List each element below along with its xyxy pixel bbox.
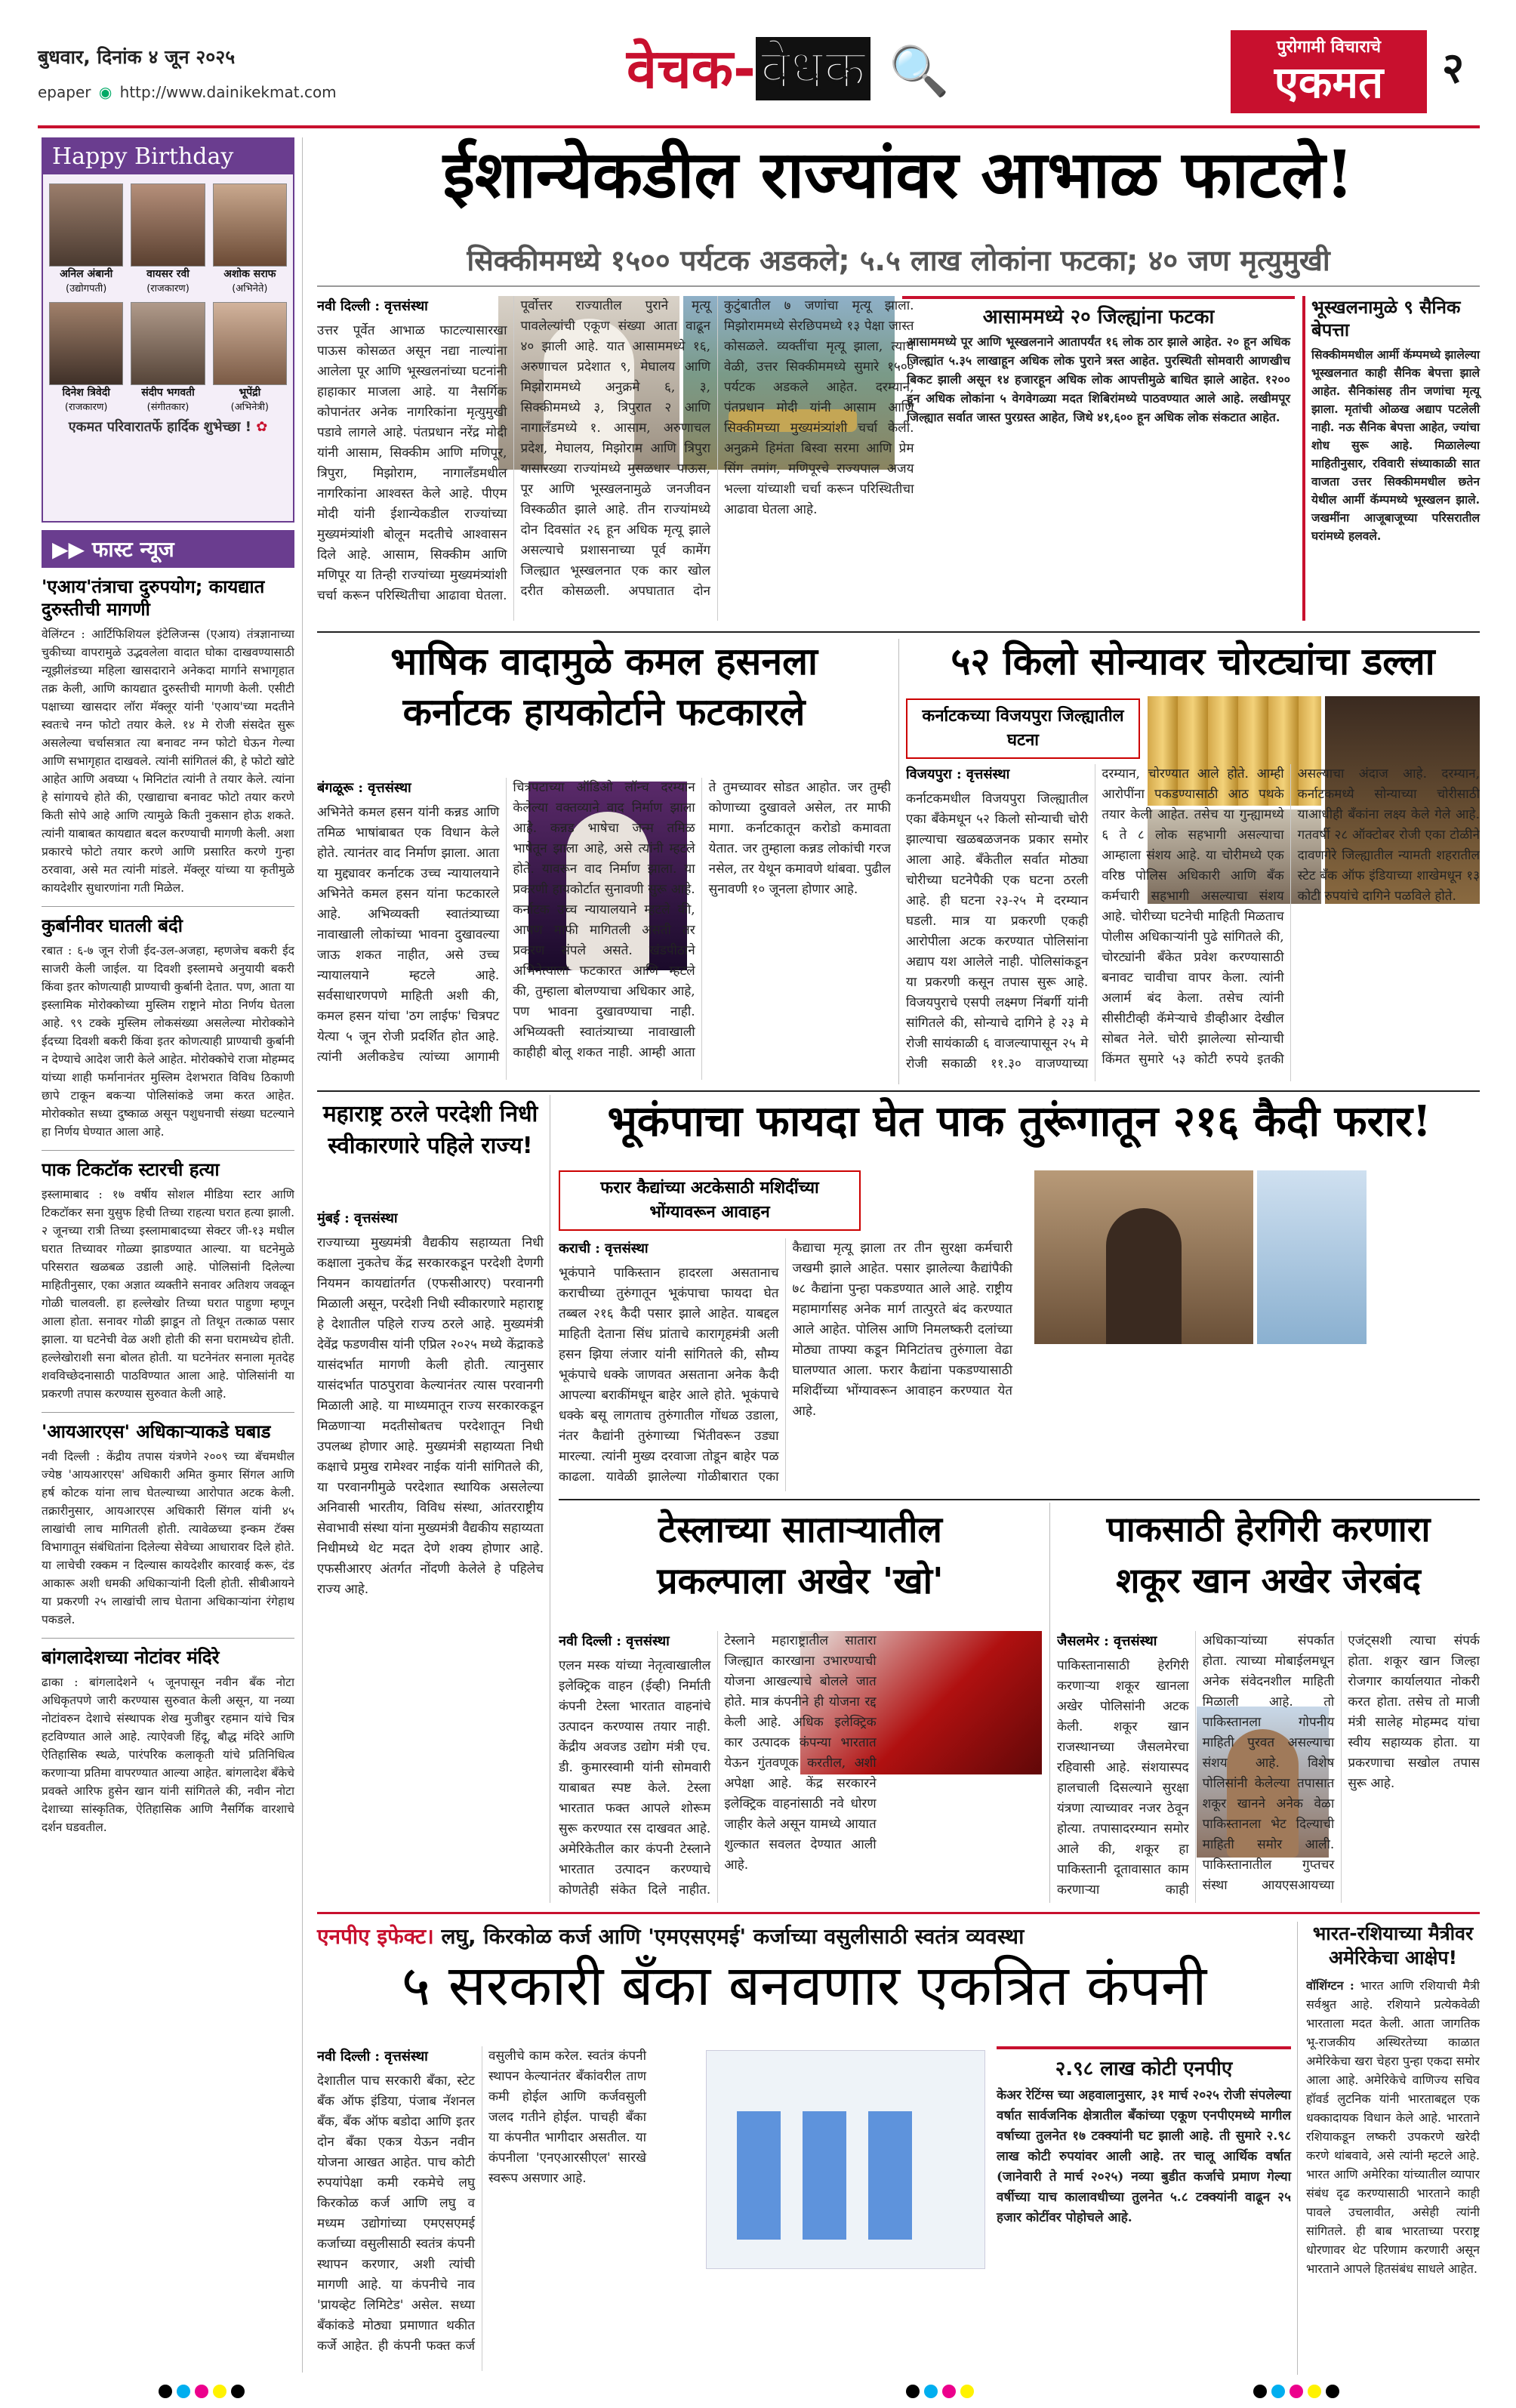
fast-news-headline: 'आयआरएस' अधिकाऱ्याकडे घबाड — [42, 1421, 271, 1442]
person-role: (उद्योगपती) — [66, 283, 107, 294]
registration-marks-right — [1253, 2385, 1344, 2401]
fast-news-body: ढाका : बांगलादेशने ५ जूनपासून नवीन बँक नोटा अधिकृतपणे जारी करण्यास सुरुवात केली असून, या नव्या नोटांवरुन देशाचे संस्थापक शेख मुजीबुर रहमान यांचे चित्र हटविण्यात आले आहे. त्याऐवजी हिंदू, बौद्ध मंदिरे आणि ऐतिहासिक स्थळे, पारंपरिक कलाकृती यांचे प्रतिनिधित्व करणाऱ्या प्रतिमा वापरण्यात आल्या आहेत. बांगलादेश बँकेचे प्रवक्ते आरिफ हुसेन खान यांनी सांगितले की, नवीन नोटा देशाच्या सांस्कृतिक, ऐतिहासिक आणि नैसर्गिक वारशाचे दर्शन घडवतील. — [42, 1676, 294, 1834]
kamal-text: अभिनेते कमल हसन यांनी कन्नड आणि तमिळ भाषांबाबत एक विधान केले होते. त्यानंतर वाद निर्माण झाला. आता या मुद्द्यावर कर्नाटक उच्च न्यायालयाने अभिनेते कमल हसन यांना फटकारले आहे. अभिव्यक्ती स्वातंत्र्याच्या नावाखाली लोकांच्या भावना दुखावल्या जाऊ शकत नाहीत, असे उच्च न्यायालयाने म्हटले आहे. सर्वसाधारणपणे माहिती अशी की, कमल हसन यांचा 'ठग लाईफ' चित्रपट येत्या ५ जून रोजी प्रदर्शित होत आहे. त्यांनी अलीकडेच त्यांच्या आगामी चित्रपटाच्या ऑडिओ लॉन्च दरम्यान केलेल्या वक्तव्याने वाद निर्माण झाला आहे. कन्नड भाषेचा जन्म तमिळ भाषेतून झाला आहे, असे त्यांनी म्हटले होते. यावरून वाद निर्माण झाला. या प्रकरणी हायकोर्टात सुनावणी सुरू आहे. कर्नाटक उच्च न्यायालयाने म्हटले की, आपण माफी मागितली असती तर प्रकरण संपले असते. खंडपीठाने अभिनेत्याला फटकारत आणि म्हटले की, तुम्हाला बोलण्याचा अधिकार आहे, पण भावना दुखावण्याचा नाही. अभिव्यक्ती स्वातंत्र्याच्या नावाखाली काहीही बोलू शकत नाही. आम्ही आता ते तुमच्यावर सोडत आहोत. जर तुम्ही कोणाच्या दुखावले असेल, तर माफी मागा. कर्नाटकातून करोडो कमावता येतात. जर तुम्हाला कन्नड लोकांची गरज नसेल, तर येथून कमावणे थांबवा. पुढील सुनावणी १० जूनला होणार आहे. — [317, 780, 891, 1065]
birthday-person — [213, 183, 287, 294]
fast-news-headline: पाक टिकटॉक स्टारची हत्या — [42, 1159, 220, 1180]
lead-headline: ईशान्येकडील राज्यांवर आभाळ फाटले! — [442, 137, 1354, 213]
prison-box-title: फरार कैद्यांच्या अटकेसाठी मशिदींच्या भोंग्यावरून आवाहन — [559, 1170, 861, 1231]
assam-box-title: आसाममध्ये २० जिल्ह्यांना फटका — [982, 306, 1215, 328]
reg-dot — [1326, 2385, 1339, 2398]
reg-dot — [924, 2385, 938, 2398]
registration-marks-left — [159, 2385, 249, 2401]
avatar — [213, 302, 287, 385]
gold-body — [906, 764, 1480, 1081]
divider — [42, 906, 294, 907]
fast-news-headline: बांगलादेशच्या नोटांवर मंदिरे — [42, 1647, 220, 1668]
epaper-label: epaper — [38, 83, 91, 101]
reg-dot — [1290, 2385, 1303, 2398]
reg-dot — [231, 2385, 245, 2398]
gold-box-title: कर्नाटकच्या विजयपुरा जिल्ह्यातील घटना — [906, 698, 1140, 759]
maharashtra-body — [317, 1208, 544, 1903]
reg-dot — [195, 2385, 208, 2398]
birthday-person — [49, 302, 123, 413]
npa-text: देशातील पाच सरकारी बँका, स्टेट बँक ऑफ इंडिया, पंजाब नॅशनल बँक, बँक ऑफ बडोदा आणि इतर दोन बँका एकत्र येऊन नवीन योजना आखत आहेत. पाच कोटी रुपयांपेक्षा कमी रकमेचे लघु किरकोळ कर्ज आणि लघु व मध्यम उद्योगांच्या एमएसएमई कर्जाच्या वसुलीसाठी स्वतंत्र कंपनी स्थापन करणार, अशी त्यांची मागणी आहे. या कंपनीचे नाव 'प्रायव्हेट लिमिटेड' असेल. सध्या बँकांकडे मोठ्या प्रमाणात थकीत कर्जे आहेत. ही कंपनी फक्त कर्ज वसुलीचे काम करेल. स्वतंत्र कंपनी स्थापन केल्यानंतर बँकांवरील ताण कमी होईल आणि कर्जवसुली जलद गतीने होईल. पाचही बँका या कंपनीत भागीदार असतील. या कंपनीला 'एनएआरसीएल' सारखे स्वरूप असणार आहे. — [317, 2049, 646, 2354]
tesla-headline-1: टेस्लाच्या साताऱ्यातील — [658, 1509, 942, 1551]
reg-dot — [960, 2385, 974, 2398]
person-name: अशोक सराफ — [223, 268, 276, 280]
fast-news-body: रबात : ६-७ जून रोजी ईद-उल-अजहा, म्हणजेच बकरी ईद साजरी केली जाईल. या दिवशी इस्लामचे अनुयायी बकरी किंवा इतर कोणत्याही प्राण्याची कुर्बानी देतात. पण, आता या इस्लामिक मोरोक्कोच्या मुस्लिम राष्ट्राने मोठा निर्णय घेतला आहे. ९९ टक्के मुस्लिम लोकसंख्या असलेल्या मोरोक्कोने ईदच्या दिवशी बकरी किंवा इतर कोणत्याही प्राण्याची कुर्बानी न देण्याचे आदेश जारी केले आहेत. मोरोक्कोचे राजा मोहम्मद यांच्या शाही फर्मानानंतर मुस्लिम देशभरात विविध ठिकाणी छापे टाकून बकऱ्या पोलिसांकडे जमा करत आहेत. मोरोक्कोत सध्या दुष्काळ असून पशुधनाची संख्या घटल्याने हा निर्णय घेण्यात आला आहे. — [42, 944, 294, 1139]
npa-subhead: लघु, किरकोळ कर्ज आणि 'एमएसएमई' कर्जाच्या वसुलीसाठी स्वतंत्र व्यवस्था — [441, 1924, 1025, 1949]
birthday-person — [213, 302, 287, 413]
reg-dot — [906, 2385, 920, 2398]
flower-icon: ✿ — [256, 419, 268, 435]
avatar — [131, 302, 205, 385]
divider — [42, 1638, 294, 1639]
reg-dot — [159, 2385, 172, 2398]
prison-headline: भूकंपाचा फायदा घेत पाक तुरूंगातून २१६ कैदी फरार! — [607, 1096, 1431, 1146]
birthday-person — [49, 183, 123, 294]
landslide-box — [1302, 296, 1480, 621]
birthday-footer — [43, 416, 293, 436]
section-title-right: वेधक — [756, 37, 870, 100]
page-number: २ — [1442, 44, 1465, 93]
npa-headline: ५ सरकारी बँका बनवणार एकत्रित कंपनी — [401, 1953, 1207, 2018]
section-title-left: वेचक- — [627, 37, 756, 100]
birthday-title: Happy Birthday — [43, 139, 293, 174]
masthead — [38, 30, 1480, 121]
divider — [42, 1412, 294, 1413]
fast-news-header — [42, 530, 294, 568]
russia-box — [1306, 1922, 1480, 2371]
lead-subhead: सिक्कीममध्ये १५०० पर्यटक अडकले; ५.५ लाख लोकांना फटका; ४० जण मृत्युमुखी — [467, 244, 1330, 277]
birthday-grid — [43, 174, 293, 416]
issue-date: बुधवार, दिनांक ४ जून २०२५ — [38, 46, 236, 68]
fast-news-body: वेलिंग्टन : आर्टिफिशियल इंटेलिजन्स (एआय) तंत्रज्ञानाच्या चुकीच्या वापरामुळे उद्भवलेला वादात घोका दाखवण्यासाठी न्यूझीलंडच्या महिला खासदाराने अनेकदा मार्गाने सभागृहात तक्र केली, आणि कायद्यात दुरुस्तीची मागणी केली. एसीटी पक्षाच्या खासदार लॉरा मॅक्लूर यांनी 'एआय'च्या मदतीने स्वतःचे नग्न फोटो तयार केले. १४ मे रोजी संसदेत सुरू असलेल्या चर्चासत्रात त्या बनावट नग्न फोटो घेऊन गेल्या आणि सभागृहात दाखवले. त्यांनी सांगितलं की, हे फोटो खोटे आहेत आणि अवघ्या ५ मिनिटांत त्यांनी ते तयार केले. त्यांना हे सांगायचे होते की, एखाद्याचा बनावट फोटो तयार करणे किती सोपे आहे आणि त्यामुळे किती नुकसान होऊ शकते. त्यांनी याबाबत कायद्यात बदल करण्याची मागणी केली. अशा प्रकारचे फोटो तयार करणे आणि प्रसारित करणे गुन्हा ठरवावा, असे मत त्यांनी मांडले. मॅक्लूर यांच्या या कृतीमुळे कायदेशीर सुधारणांना गती मिळेल. — [42, 627, 294, 895]
magnifier-icon: 🔍 — [889, 44, 950, 100]
kamal-headline-2: कर्नाटक हायकोर्टाने फटकारले — [402, 689, 806, 734]
person-role: (संगीतकार) — [146, 402, 190, 413]
fast-news-column — [42, 575, 294, 2373]
npa-subhead-line — [317, 1922, 1291, 1950]
maharashtra-text: राज्याच्या मुख्यमंत्री वैद्यकीय सहाय्यता निधी कक्षाला नुकतेच केंद्र सरकारकडून परदेशी देणगी नियमन कायद्यांतर्गत (एफसीआरए) परवानगी मिळाली असून, परदेशी निधी स्वीकारणारे महाराष्ट्र हे देशातील पहिले राज्य ठरले आहे. मुख्यमंत्री देवेंद्र फडणवीस यांनी एप्रिल २०२५ मध्ये केंद्राकडे यासंदर्भात मागणी केली होती. त्यानुसार यासंदर्भात पाठपुरावा केल्यानंतर त्यास परवानगी मिळाली आहे. या माध्यमातून राज्य सरकारकडून मिळणाऱ्या मदतीसोबतच परदेशातून निधी उपलब्ध होणार आहे. मुख्यमंत्री सहाय्यता निधी कक्षाचे प्रमुख रामेश्वर नाईक यांनी सांगितले की, या परवानगीमुळे परदेशात स्थायिक असलेल्या अनिवासी भारतीय, विविध संस्था, आंतरराष्ट्रीय सेवाभावी संस्था यांना मुख्यमंत्री वैद्यकीय सहाय्यता निधीमध्ये थेट मदत देणे शक्य होणार आहे. एफसीआरए अंतर्गत नोंदणी केलेले हे पहिलेच राज्य आहे. — [317, 1235, 544, 1597]
reg-dot — [1271, 2385, 1285, 2398]
reg-dot — [942, 2385, 956, 2398]
avatar — [49, 302, 123, 385]
npa-box-text: केअर रेटिंग्स च्या अहवालानुसार, ३१ मार्च २०२५ रोजी संपलेल्या वर्षात सार्वजनिक क्षेत्रातील बँकांच्या एकूण एनपीएमध्ये मागील वर्षाच्या तुलनेत १७ टक्क्यांनी घट झाली आहे. ती सुमारे २.९८ लाख कोटी रुपयांवर आली आहे. तर चालू आर्थिक वर्षात (जानेवारी ते मार्च २०२५) नव्या बुडीत कर्जाचे प्रमाण गेल्या वर्षीच्या याच कालावधीच्या तुलनेत ५.८ टक्क्यांनी वाढून २५ हजार कोटींवर पोहोचले आहे. — [997, 2088, 1291, 2225]
prison-text: भूकंपाने पाकिस्तान हादरला असतानाच कराचीच्या तुरुंगातून भूकंपाचा फायदा घेत तब्बल २१६ कैदी पसार झाले आहेत. याबद्दल माहिती देताना सिंध प्रांताचे कारागृहमंत्री अली हसन झिया लंजार यांनी सांगितले की, सौम्य भूकंपाचे धक्के जाणवत असताना अनेक कैदी आपल्या बराकींमधून बाहेर आले होते. भूकंपाचे धक्के बसू लागताच तुरुंगातील गोंधळ उडाला, नंतर कैद्यांनी तुरुंगाच्या भिंतीवरून उड्या मारल्या. त्यांनी मुख्य दरवाजा तोडून बाहेर पळ काढला. यावेळी झालेल्या गोळीबारात एका कैद्याचा मृत्यू झाला तर तीन सुरक्षा कर्मचारी जखमी झाले आहेत. पसार झालेल्या कैद्यांपैकी ७८ कैद्यांना पुन्हा पकडण्यात आले आहे. राष्ट्रीय महामार्गासह अनेक मार्ग तात्पुरते बंद करण्यात आले आहेत. पोलिस आणि निमलष्करी दलांच्या मोठ्या ताफ्या कडून मिनिटांतच तुरुंगाला वेढा घालण्यात आला. फरार कैद्यांना पकडण्यासाठी मशिदींच्या भोंग्यावरून आवाहन करण्यात येत आहे. — [559, 1241, 1012, 1485]
birthday-person — [131, 183, 205, 294]
tesla-dateline: नवी दिल्ली : वृत्तसंस्था — [559, 1633, 670, 1649]
brand-logo: एकमत — [1274, 57, 1384, 108]
kamal-headline-1: भाषिक वादामुळे कमल हसनला — [390, 639, 818, 683]
russia-text: भारत आणि रशियाची मैत्री सर्वश्रुत आहे. रशियाने प्रत्येकवेळी भारताला मदत केली. आता जागतिक भू-राजकीय अस्थिरतेच्या काळात अमेरिकेचा खरा चेहरा पुन्हा एकदा समोर आला आहे. अमेरिकेचे वाणिज्य सचिव हॉवर्ड लुटनिक यांनी भारताबद्दल एक धक्कादायक विधान केले आहे. भारताने रशियाकडून लष्करी उपकरणे खरेदी करणे थांबवावे, असे त्यांनी म्हटले आहे. भारत आणि अमेरिका यांच्यातील व्यापार संबंध दृढ करण्यासाठी भारताने काही पावले उचलावीत, असेही त्यांनी सांगितले. ही बाब भारताच्या परराष्ट्र धोरणावर थेट परिणाम करणारी असून भारताने आपले हितसंबंध साधले आहेत. — [1306, 1978, 1480, 2276]
fast-news-title: फास्ट न्यूज — [91, 537, 174, 562]
avatar — [131, 183, 205, 267]
birthday-box — [42, 137, 294, 523]
russia-dateline: वॉशिंग्टन : — [1306, 1978, 1354, 1993]
person-role: (राजकारण) — [146, 283, 190, 294]
fast-news-body: नवी दिल्ली : केंद्रीय तपास यंत्रणेने २००९ च्या बॅचमधील ज्येष्ठ 'आयआरएस' अधिकारी अमित कुमार सिंगल आणि हर्ष कोटक यांना लाच घेतल्याच्या आरोपात अटक केली. तक्रारीनुसार, आयआरएस अधिकारी सिंगल यांनी ४५ लाखांची लाच मागितली होती. त्यावेळच्या इन्कम टॅक्स विभागातून संबंधितांना दिलेल्या सेवेच्या आधारावर दिले होते. या लाचेची रक्कम न दिल्यास कायदेशीर कारवाई करू, दंड आकारू अशी धमकी अधिकाऱ्यांनी दिली होती. सीबीआयने या प्रकरणी २५ लाखांची लाच घेताना अधिकाऱ्यांना रंगेहाथ पकडले. — [42, 1450, 294, 1626]
gold-dateline: विजयपुरा : वृत्तसंस्था — [906, 766, 1010, 782]
shakur-dateline: जैसलमेर : वृत्तसंस्था — [1057, 1633, 1157, 1649]
npa-dateline: नवी दिल्ली : वृत्तसंस्था — [317, 2049, 428, 2064]
prison-dateline: कराची : वृत्तसंस्था — [559, 1241, 649, 1256]
fast-news-headline: 'एआय'तंत्राचा दुरुपयोग; कायद्यात दुरुस्तीची मागणी — [42, 576, 265, 620]
shakur-headline-1: पाकसाठी हेरगिरी करणारा — [1106, 1509, 1431, 1549]
landslide-title: भूस्खलनामुळे ९ सैनिक बेपत्ता — [1311, 297, 1461, 341]
person-role: (अभिनेते) — [232, 283, 268, 294]
epaper-link[interactable] — [38, 83, 337, 101]
reg-dot — [1253, 2385, 1267, 2398]
fast-news-body: इस्लामाबाद : १७ वर्षीय सोशल मीडिया स्टार आणि टिकटॉकर सना युसुफ हिची तिच्या राहत्या घरात हत्या झाली. २ जूनच्या रात्री तिच्या इस्लामाबादच्या सेक्टर जी-१३ मधील घरात तिच्यावर गोळ्या झाडण्यात आल्या. या घटनेमुळे परिसरात खळबळ उडाली आहे. पोलिसांनी दिलेल्या माहितीनुसार, एका अज्ञात व्यक्तीने सनावर अतिशय जवळून गोळी चालवली. हा हल्लेखोर तिच्या घरात पाहुणा म्हणून आला होता. सनावर गोळी झाडून तो तिथून तत्काळ पसार झाला. या घटनेची वेळ अशी होती की सना घरामध्येच होती. हल्लेखोराशी सना बोलत होती. या घटनेनंतर सनाला मृतदेह शवविच्छेदनासाठी पाठविण्यात आला आहे. पोलिसांनी या प्रकरणी तपास करण्यास सुरुवात केली आहे. — [42, 1188, 294, 1401]
shakur-headline-2: शकूर खान अखेर जेरबंद — [1116, 1560, 1421, 1601]
avatar — [213, 183, 287, 267]
maharashtra-headline: महाराष्ट्र ठरले परदेशी निधी स्वीकारणारे पहिले राज्य! — [322, 1101, 538, 1159]
shakur-text: पाकिस्तानासाठी हेरगिरी करणाऱ्या शकूर खानला अखेर पोलिसांनी अटक केली. शकूर खान राजस्थानच्या जैसलमेरचा रहिवासी आहे. संशयास्पद हालचाली दिसल्याने सुरक्षा यंत्रणा त्याच्यावर नजर ठेवून होत्या. तपासादरम्यान समोर आले की, शकूर हा पाकिस्तानी दूतावासात काम करणाऱ्या काही अधिकाऱ्यांच्या संपर्कात होता. त्याच्या मोबाईलमधून अनेक संवेदनशील माहिती मिळाली आहे. तो पाकिस्तानला गोपनीय माहिती पुरवत असल्याचा संशय आहे. विशेष पोलिसांनी केलेल्या तपासात शकूर खानने अनेक वेळा पाकिस्तानला भेट दिल्याची माहिती समोर आली. पाकिस्तानातील गुप्तचर संस्था आयएसआयच्या एजंट्सशी त्याचा संपर्क होता. शकूर खान जिल्हा रोजगार कार्यालयात नोकरी करत होता. तसेच तो माजी मंत्री सालेह मोहम्मद यांचा स्वीय सहाय्यक होता. या प्रकरणाचा सखोल तपास सुरू आहे. — [1057, 1633, 1480, 1898]
divider — [42, 1150, 294, 1151]
person-name: भूपेंद्री — [239, 387, 261, 399]
npa-kicker: एनपीए इफेक्ट। — [317, 1924, 434, 1949]
person-name: वायसर रवी — [146, 268, 190, 280]
russia-body — [1306, 1976, 1480, 2278]
kamal-dateline: बंगळूरू : वृत्तसंस्था — [317, 780, 411, 796]
person-name: अनिल अंबानी — [60, 268, 113, 280]
lead-dateline: नवी दिल्ली : वृत्तसंस्था — [317, 298, 428, 314]
person-role: (अभिनेत्री) — [230, 402, 269, 413]
npa-body — [317, 2046, 989, 2371]
prison-body — [559, 1238, 1480, 1491]
russia-headline: भारत-रशियाच्या मैत्रीवर अमेरिकेचा आक्षेप! — [1312, 1922, 1474, 1969]
assam-box — [902, 296, 1295, 466]
reg-dot — [177, 2385, 190, 2398]
fast-forward-icon: ▶▶ — [52, 537, 85, 562]
npa-box-title: २.९८ लाख कोटी एनपीए — [1055, 2058, 1233, 2080]
reg-dot — [1308, 2385, 1321, 2398]
brand-block — [1231, 30, 1427, 113]
tesla-body — [559, 1631, 1042, 1903]
tesla-text: एलन मस्क यांच्या नेतृत्वाखालील इलेक्ट्रिक वाहन (ईव्ही) निर्माती कंपनी टेस्ला भारतात वाहनांचे उत्पादन करण्यास तयार नाही. केंद्रीय अवजड उद्योग मंत्री एच. डी. कुमारस्वामी यांनी सोमवारी याबाबत स्पष्ट केले. टेस्ला भारतात फक्त आपले शोरूम सुरू करण्यात रस दाखवत आहे. अमेरिकेतील कार कंपनी टेस्लाने भारतात उत्पादन करण्याचे कोणतेही संकेत दिले नाहीत. टेस्लाने महाराष्ट्रातील सातारा जिल्ह्यात कारखाना उभारण्याची योजना आखल्याचे बोलले जात होते. मात्र कंपनीने ही योजना रद्द केली आहे. अधिक इलेक्ट्रिक कार उत्पादक कंपन्या भारतात येऊन गुंतवणूक करतील, अशी अपेक्षा आहे. केंद्र सरकारने इलेक्ट्रिक वाहनांसाठी नवे धोरण जाहीर केले असून यामध्ये आयात शुल्कात सवलत देण्यात आली आहे. — [559, 1633, 877, 1898]
website-url: http://www.dainikekmat.com — [119, 83, 337, 101]
registration-marks-mid — [906, 2385, 978, 2401]
landslide-text: सिक्कीममधील आर्मी कॅम्पमध्ये झालेल्या भूस्खलनात काही सैनिक बेपत्ता झाले आहेत. सैनिकांसह तीन जणांचा मृत्यू झाला. मृतांची ओळख अद्याप पटलेली नाही. नऊ सैनिक बेपत्ता आहेत, ज्यांचा शोध सुरू आहे. मिळालेल्या माहितीनुसार, रविवारी संध्याकाळी सात वाजता उत्तर सिक्कीममधील छतेन येथील आर्मी कॅम्पमध्ये भूस्खलन झाले. जखमींना आजूबाजूच्या परिसरातील घरांमध्ये हलवले. — [1311, 347, 1480, 543]
person-name: संदीप भगवती — [141, 387, 195, 399]
person-role: (राजकारण) — [64, 402, 108, 413]
fast-news-headline: कुर्बानीवर घातली बंदी — [42, 915, 183, 936]
globe-icon: ◉ — [98, 83, 112, 101]
npa-box — [997, 2046, 1291, 2371]
lead-text: उत्तर पूर्वेत आभाळ फाटल्यासारखा पाऊस कोसळत असून नद्या नाल्यांना आलेला पूर आणि भूस्खलनांच्या घटनांनी हाहाकार माजला आहे. या नैसर्गिक कोपानंतर अनेक नागरिकांना मृत्युमुखी पडावे लागले आहे. पंतप्रधान नरेंद्र मोदी यांनी आसाम, सिक्कीम आणि मणिपूर, त्रिपुरा, मिझोराम, नागालँडमधील नागरिकांना आश्वस्त केले आहे. पीएम मोदी यांनी ईशान्येकडील राज्यांच्या मुख्यमंत्र्यांशी बोलून मदतीचे आश्वासन दिले आहे. आसाम, सिक्कीम आणि मणिपूर या तिन्ही राज्यांच्या मुख्यमंत्र्यांशी चर्चा करून परिस्थितीचा आढावा घेतला. पूर्वोत्तर राज्यातील पुराने मृत्यू पावलेल्यांची एकूण संख्या आता वाढून ४० झाली आहे. यात आसाममध्ये १६, अरुणाचल प्रदेशात ९, मेघालय आणि मिझोराममध्ये अनुक्रमे ६, ३, सिक्कीममध्ये ३, त्रिपुरात २ आणि नागालँडमध्ये १. आसाम, अरुणाचल प्रदेश, मेघालय, मिझोराम आणि त्रिपुरा यासारख्या राज्यांमध्ये मुसळधार पाऊस, पूर आणि भूस्खलनामुळे जनजीवन विस्कळीत झाले आहे. तीन राज्यांमध्ये दोन दिवसांत २६ हून अधिक मृत्यू झाले असल्याचे प्रशासनाच्या पूर्व कामेंग जिल्ह्यात भूस्खलनात एक कार खोल दरीत कोसळली. अपघातात दोन कुटुंबातील ७ जणांचा मृत्यू झाला. मिझोराममध्ये सेरछिपमध्ये १३ पेक्षा जास्त कोसळले. व्यक्तींचा मृत्यू झाला, त्याच वेळी, उत्तर सिक्कीममध्ये सुमारे १५०० पर्यटक अडकले आहेत. दरम्यान, पंतप्रधान मोदी यांनी आसाम आणि सिक्कीमच्या मुख्यमंत्र्यांशी चर्चा केली. अनुक्रमे हिमंता बिस्वा सरमा आणि प्रेम सिंग तमांग, मणिपूरचे राज्यपाल अजय भल्ला यांच्याशी चर्चा करून परिस्थितीचा आढावा घेतला आहे. — [317, 298, 914, 603]
reg-dot — [213, 2385, 226, 2398]
person-name: दिनेश त्रिवेदी — [62, 387, 110, 399]
gold-headline: ५२ किलो सोन्यावर चोरट्यांचा डल्ला — [951, 639, 1435, 683]
avatar — [49, 183, 123, 267]
section-title — [627, 30, 949, 104]
maharashtra-dateline: मुंबई : वृत्तसंस्था — [317, 1210, 398, 1226]
birthday-person — [131, 302, 205, 413]
birthday-wish: एकमत परिवारातर्फे हार्दिक शुभेच्छा ! — [68, 419, 251, 435]
kamal-body — [317, 778, 891, 1080]
assam-box-text: आसाममध्ये पूर आणि भूस्खलनाने आतापर्यंत १६ लोक ठार झाले आहेत. २० हून अधिक जिल्ह्यांत ५.३५ लाखाहून अधिक लोक पुराने त्रस्त आहेत. पुरस्थिती सोमवारी आणखीच बिकट झाली असून १४ हजारहून अधिक लोक आपत्तीमुळे बाधित झाले आहेत. १२०० हून अधिक लोकांना ५ वेगवेगळ्या मदत शिबिरांमध्ये पाठवण्यात आले आहे. लखीमपूर जिल्ह्यात सर्वात जास्त पुरग्रस्त आहेत, जिथे ४१,६०० हून अधिक लोक संकटात आहेत. — [907, 335, 1290, 424]
tesla-headline-2: प्रकल्पाला अखेर 'खो' — [657, 1560, 944, 1602]
shakur-body — [1057, 1631, 1480, 1903]
brand-tagline: पुरोगामी विचाराचे — [1276, 38, 1382, 57]
gold-text: कर्नाटकमधील विजयपुरा जिल्ह्यातील एका बँकेमधून ५२ किलो सोन्याची चोरी झाल्याचा खळबळजनक प्रकार समोर आला आहे. बँकेतील सर्वात मोठ्या चोरीच्या घटनेपैकी एक घटना ठरली आहे. ही घटना २३-२५ मे दरम्यान घडली. मात्र या प्रकरणी एकही आरोपीला अटक करण्यात पोलिसांना अद्याप यश आलेले नाही. पोलिसांकडून या प्रकरणी कसून तपास सुरू आहे. विजयपुराचे एसपी लक्ष्मण निंबर्गी यांनी सांगितले की, सोन्याचे दागिने हे २३ मे रोजी सायंकाळी ६ वाजल्यापासून २५ मे रोजी सकाळी ११.३० वाजण्याच्या दरम्यान, चोरण्यात आले होते. आम्ही आरोपींना पकडण्यासाठी आठ पथके तयार केली आहेत. तसेच या गुन्ह्यामध्ये ६ ते ८ लोक सहभागी असल्याचा आम्हाला संशय आहे. या चोरीमध्ये एक वरिष्ठ पोलिस अधिकारी आणि बँक कर्मचारी सहभागी असल्याचा संशय आहे. चोरीच्या घटनेची माहिती मिळताच पोलीस अधिकाऱ्यांनी पुढे सांगितले की, चोरट्यांनी बँकेत प्रवेश करण्यासाठी बनावट चावीचा वापर केला. त्यांनी अलार्म बंद केला. तसेच त्यांनी सीसीटीव्ही कॅमेऱ्याचे डीव्हीआर देखील सोबत नेले. चोरी झालेल्या सोन्याची किंमत सुमारे ५३ कोटी रुपये इतकी असल्याचा अंदाज आहे. दरम्यान, कर्नाटकमध्ये सोन्याच्या चोरीसाठी याआधीही बँकांना लक्ष्य केले गेले आहे. गतवर्षी २८ ऑक्टोबर रोजी एका टोळीने दावणगेरे जिल्ह्यातील न्यामती शहरातील स्टेट बँक ऑफ इंडियाच्या शाखेमधून १३ कोटी रुपयांचे दागिने पळविले होते. — [906, 766, 1480, 1071]
